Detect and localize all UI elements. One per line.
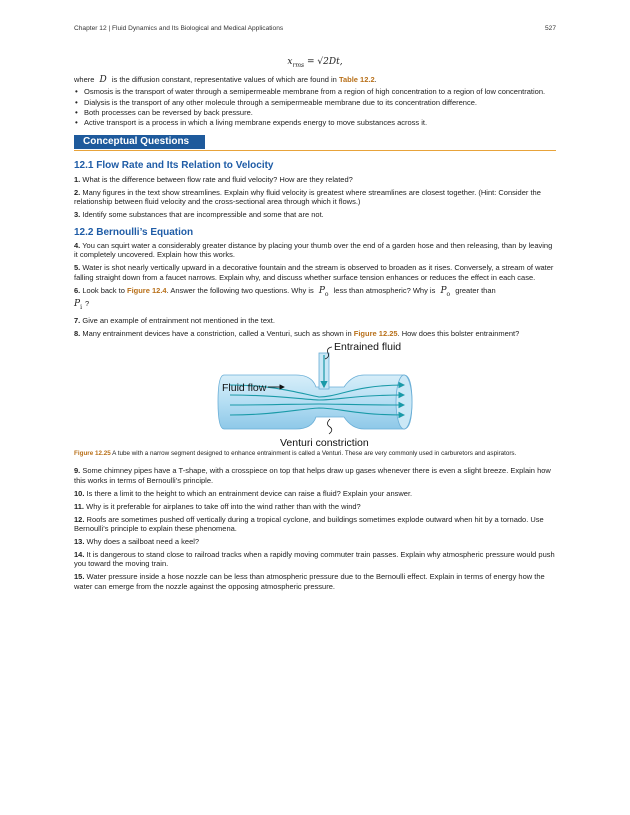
caption-text: A tube with a narrow segment designed to enhance entrainment is called a Venturi. These are very commonly used in carburetors and aspirators. [112, 450, 517, 458]
where-prefix: where [74, 75, 95, 84]
question-text: Why does a sailboat need a keel? [86, 537, 200, 547]
where-middle: is the diffusion constant, representative values of which are found in [111, 75, 337, 84]
question-number: 11. [74, 501, 85, 511]
question-number: 1. [74, 174, 81, 184]
conceptual-questions-label: Conceptual Questions [74, 135, 205, 149]
caption-label: Figure 12.25 [74, 450, 111, 458]
question-8 [74, 329, 556, 338]
q6-end: ? [84, 299, 90, 309]
question-number: 13. [74, 537, 85, 547]
section-12-1-title: 12.1 Flow Rate and Its Relation to Velocity [74, 160, 274, 172]
question-number: 5. [74, 263, 81, 273]
question-10 [74, 489, 556, 498]
question-number: 9. [74, 466, 81, 476]
question-6 [74, 286, 556, 312]
question-13 [74, 537, 556, 546]
question-11 [74, 502, 556, 511]
bullet-dialysis: • Dialysis is the transport of any other molecule through a semipermeable membrane due to its concentration difference. [84, 98, 556, 107]
question-number: 2. [74, 187, 81, 197]
question-15 [74, 572, 556, 591]
section-12-2-title: 12.2 Bernoulli’s Equation [74, 226, 194, 238]
page-content [74, 75, 556, 595]
question-text: Roofs are sometimes pushed off vertically during a tropical cyclone, and buildings sometimes explode outward when hit by a tornado. Use Bernoulli’s principle to explain these phenomena. [74, 514, 544, 534]
rms-diffusion-formula [0, 57, 630, 69]
q8-pre: Many entrainment devices have a constriction, called a Venturi, such as shown in [82, 328, 352, 338]
question-2 [74, 188, 556, 207]
symbol-p-o: $P_o$ [318, 285, 329, 298]
question-text: Water is shot nearly vertically upward in a decorative fountain and the stream is observed to broaden as it rises. Conversely, a stream of water falling straight down from a faucet narrows. Explain why, and discuss whether surface tension enhances or reduces the effect in each case. [74, 263, 554, 282]
question-12 [74, 515, 556, 534]
question-number: 6. [74, 285, 81, 295]
formula-lhs-subscript: rms [292, 61, 305, 69]
question-number: 12. [74, 514, 85, 524]
question-text: Is there a limit to the height to which an entrainment device can raise a fluid? Explain your answer. [86, 488, 413, 498]
where-line [74, 75, 556, 85]
question-text: It is dangerous to stand close to railroad tracks when a rapidly moving commuter train passes. Explain why atmospheric pressure would push you toward the moving train. [74, 550, 555, 569]
formula-lhs: x [287, 57, 293, 67]
question-7 [74, 316, 556, 325]
venturi-figure [74, 341, 556, 449]
figure-12-25-link[interactable]: Figure 12.25 [353, 328, 398, 338]
question-number: 8. [74, 328, 81, 338]
question-text: You can squirt water a considerably greater distance by placing your thumb over the end of a garden hose and then releasing, than by leaving it completely uncovered. Explain how this works. [74, 241, 553, 260]
question-number: 4. [74, 241, 81, 251]
question-number: 3. [74, 210, 81, 220]
question-number: 10. [74, 488, 85, 498]
label-fluid-flow: Fluid flow [222, 382, 267, 395]
question-9 [74, 466, 556, 485]
question-text: Identify some substances that are incompressible and some that are not. [82, 210, 324, 220]
question-number: 7. [74, 315, 81, 325]
question-text: Water pressure inside a hose nozzle can be less than atmospheric pressure due to the Bernoulli effect. Explain in terms of energy how the water can emerge from the nozzle against the opposing atmospheric pressure. [74, 572, 545, 591]
question-text: Many figures in the text show streamlines. Explain why fluid velocity is greatest where streamlines are closest together. (Hint: Consider the relationship between fluid velocity and the cross-sectional area through which it flows.) [74, 187, 541, 207]
symbol-d: D [99, 75, 107, 85]
q6-pre: Look back to [82, 285, 125, 295]
formula-rhs: = √2Dt, [307, 57, 343, 67]
question-text: Why is it preferable for airplanes to take off into the wind rather than with the wind? [86, 501, 361, 511]
conceptual-questions-header [74, 135, 556, 151]
constriction-label-leader [328, 419, 332, 434]
table-12-2-link[interactable]: Table 12.2 [338, 75, 375, 84]
label-venturi-constriction: Venturi constriction [280, 437, 369, 450]
question-number: 15. [74, 572, 85, 582]
question-text: What is the difference between flow rate and fluid velocity? How are they related? [82, 174, 353, 184]
chapter-title: Chapter 12 | Fluid Dynamics and Its Biological and Medical Applications [74, 25, 284, 32]
page-number: 527 [544, 25, 556, 32]
figure-12-25-caption [74, 450, 556, 458]
q6-mid3: greater than [455, 285, 496, 295]
symbol-p-i: $P_i$ [74, 299, 82, 311]
question-3 [74, 210, 556, 219]
q6-mid: . Answer the following two questions. Why is [166, 285, 314, 295]
question-5 [74, 263, 556, 282]
question-1 [74, 175, 556, 184]
label-entrained-fluid: Entrained fluid [334, 341, 402, 354]
bullet-active-transport: • Active transport is a process in which a living membrane expends energy to move substances across it. [84, 118, 556, 127]
bullet-osmosis: • Osmosis is the transport of water through a semipermeable membrane from a region of high concentration to a region of low concentration. [84, 87, 556, 96]
symbol-p-o: $P_o$ [440, 285, 451, 298]
figure-12-4-link[interactable]: Figure 12.4 [126, 285, 167, 295]
question-text: Some chimney pipes have a T-shape, with a crosspiece on top that helps draw up gases whenever there is even a slight breeze. Explain how this works in terms of Bernoulli’s principle. [74, 466, 551, 485]
question-14 [74, 550, 556, 569]
running-header [74, 25, 556, 37]
where-end: . [374, 75, 377, 84]
bullet-back-pressure: • Both processes can be reversed by back pressure. [84, 108, 556, 117]
q8-end: . How does this bolster entrainment? [397, 328, 520, 338]
summary-bullets [74, 87, 556, 127]
venturi-diagram [204, 341, 434, 449]
q6-mid2: less than atmospheric? Why is [333, 285, 436, 295]
tube-end-opening [396, 375, 412, 429]
question-number: 14. [74, 550, 85, 560]
question-text: Give an example of entrainment not mentioned in the text. [82, 315, 275, 325]
question-4 [74, 241, 556, 260]
